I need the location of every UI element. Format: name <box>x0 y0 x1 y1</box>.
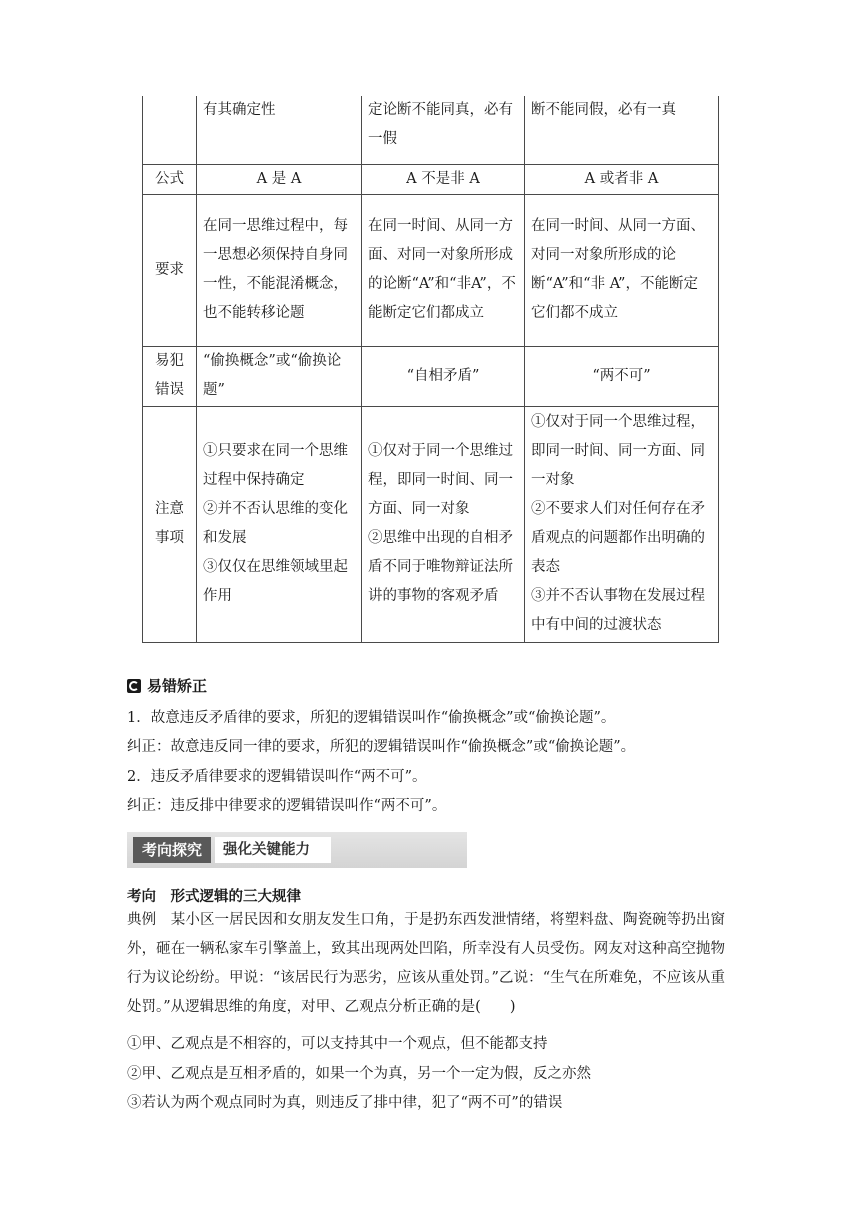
table-cell: A 或者非 A <box>525 164 719 194</box>
table-row <box>143 346 719 406</box>
correction-line: 2．违反矛盾律要求的逻辑错误叫作“两不可”。 <box>127 769 427 785</box>
table-row <box>143 406 719 642</box>
note-item: ②不要求人们对任何存在矛盾观点的问题都作出明确的表态 <box>531 501 705 575</box>
correction-line: 1．故意违反矛盾律的要求，所犯的逻辑错误叫作“偷换概念”或“偷换论题”。 <box>127 710 616 726</box>
banner-subtitle: 强化关键能力 <box>215 837 331 863</box>
table-cell: A 是 A <box>197 164 362 194</box>
example-label: 典例 <box>127 912 157 928</box>
correction-line: 纠正：违反排中律要求的逻辑错误叫作“两不可”。 <box>127 798 447 814</box>
direction-heading <box>127 885 301 906</box>
section-marker-icon <box>127 679 141 693</box>
row-label-requirement: 要求 <box>143 194 197 346</box>
table-cell: “偷换概念”或“偷换论题” <box>197 346 362 406</box>
logic-laws-table <box>142 96 719 643</box>
table-cell: “自相矛盾” <box>362 346 525 406</box>
note-item: ①仅对于同一个思维过程，即同一时间、同一方面、同一对象 <box>368 443 513 517</box>
table-cell: 在同一思维过程中，每一思想必须保持自身同一性，不能混淆概念，也不能转移论题 <box>197 194 362 346</box>
option-line: ①甲、乙观点是不相容的，可以支持其中一个观点，但不能都支持 <box>127 1036 548 1052</box>
exploration-banner <box>127 832 467 868</box>
table-cell: “两不可” <box>525 346 719 406</box>
note-item: ①只要求在同一个思维过程中保持确定 <box>203 443 348 488</box>
example-text: 某小区一居民因和女朋友发生口角，于是扔东西发泄情绪，将塑料盘、陶瓷碗等扔出窗外，砸在一辆私家车引擎盖上，致其出现两处凹陷，所幸没有人员受伤。网友对这种高空抛物行为议论纷纷。甲说：“该居民行为恶劣，应该从重处罚。”乙说：“生气在所难免，不应该从重处罚。”从逻辑思维的角度，对甲、乙观点分析正确的是( ) <box>127 912 726 1015</box>
note-item: ①仅对于同一个思维过程，即同一时间、同一方面、同一对象 <box>531 414 705 488</box>
correction-line: 纠正：故意违反同一律的要求，所犯的逻辑错误叫作“偷换概念”或“偷换论题”。 <box>127 739 636 755</box>
table-cell: A 不是非 A <box>362 164 525 194</box>
table-cell <box>143 96 197 164</box>
table-row <box>143 194 719 346</box>
banner-title: 考向探究 <box>133 837 211 863</box>
row-label-error: 易犯错误 <box>143 346 197 406</box>
note-item: ③仅仅在思维领域里起作用 <box>203 559 348 604</box>
table-cell <box>362 406 525 642</box>
corrections-title: 易错矫正 <box>147 677 208 695</box>
table-cell: 在同一时间、从同一方面、对同一对象所形成的论断“A”和“非A”，不能断定它们都成立 <box>362 194 525 346</box>
table-cell: 有其确定性 <box>197 96 362 164</box>
direction-label: 考向 <box>127 889 156 905</box>
table-cell: 定论断不能同真，必有一假 <box>362 96 525 164</box>
table-row <box>143 164 719 194</box>
row-label-notes: 注意事项 <box>143 406 197 642</box>
table-cell <box>197 406 362 642</box>
corrections-heading <box>127 675 207 696</box>
table-cell <box>525 406 719 642</box>
row-label-formula: 公式 <box>143 164 197 194</box>
note-item: ②思维中出现的自相矛盾不同于唯物辩证法所讲的事物的客观矛盾 <box>368 530 513 604</box>
option-line: ②甲、乙观点是互相矛盾的，如果一个为真，另一个一定为假，反之亦然 <box>127 1066 591 1082</box>
note-item: ③并不否认事物在发展过程中有中间的过渡状态 <box>531 588 705 633</box>
table-cell: 在同一时间、从同一方面、对同一对象所形成的论断“A”和“非 A”，不能断定它们都不成立 <box>525 194 719 346</box>
example-paragraph <box>127 906 725 1022</box>
note-item: ②并不否认思维的变化和发展 <box>203 501 348 546</box>
table-cell: 断不能同假，必有一真 <box>525 96 719 164</box>
direction-title: 形式逻辑的三大规律 <box>170 889 301 905</box>
option-line: ③若认为两个观点同时为真，则违反了排中律，犯了“两不可”的错误 <box>127 1095 563 1111</box>
table-row <box>143 96 719 164</box>
